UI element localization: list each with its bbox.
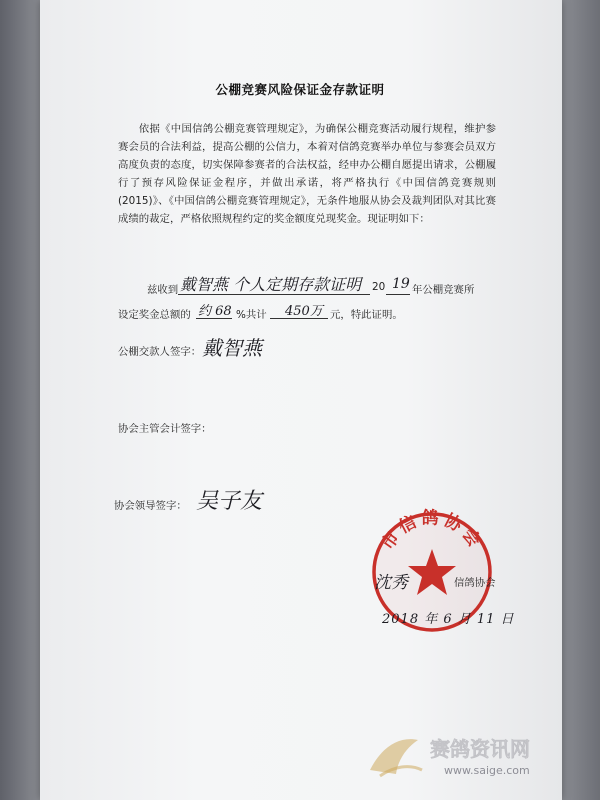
line2-prefix: 设定奖金总额的 [118, 309, 191, 321]
underline-percent [196, 318, 232, 319]
leader-label: 协会领导签字： [114, 500, 187, 512]
background-left [0, 0, 40, 800]
footer-date: 2018 年 6 月 11 日 [382, 612, 515, 627]
seal-text: 市信鸽协会 [377, 508, 487, 554]
handwritten-year: 19 [392, 276, 410, 292]
line1-suffix: 年公棚竞赛所 [412, 284, 475, 296]
handwritten-amount: 450万 [285, 304, 323, 319]
document-body: 依据《中国信鸽公棚竞赛管理规定》，为确保公棚竞赛活动履行规程，维护参赛会员的合法利益，提高公棚的公信力，本着对信鸽竞赛举办单位与参赛会员双方高度负责的态度，切实保障参赛者的合法权益，经申办公棚自愿提出请求，公棚履行了预存风险保证金程序，并做出承诺，将严格执行《中国信鸽竞赛规则(2015)》、《中国信鸽公棚竞赛管理规定》，无条件地服从协会及裁判团队对其比赛成绩的裁定，严格依照规程约定的奖金额度兑现奖金。现证明如下： [118, 123, 496, 225]
watermark-url: www.saige.com [444, 764, 530, 777]
footer-signature: 沈秀 [374, 573, 408, 593]
underline-amount [270, 318, 328, 319]
underline-name [178, 294, 370, 295]
line1-prefix: 兹收到 [147, 284, 179, 296]
watermark-logo [360, 720, 580, 790]
footer-org: 信鸽协会 [454, 577, 496, 589]
handwritten-name: 戴智燕 个人定期存款证明 [180, 275, 362, 294]
leader-signature: 吴子友 [196, 489, 263, 514]
document-title: 公棚竞赛风险保证金存款证明 [215, 82, 385, 97]
background-right [562, 0, 600, 800]
line2-suffix: 元，特此证明。 [330, 309, 403, 321]
payer-signature: 戴智燕 [202, 336, 262, 360]
accountant-label: 协会主管会计签字： [118, 423, 212, 435]
payer-label: 公棚交款人签字： [118, 346, 202, 358]
line2-middle: %共计 [236, 309, 267, 321]
line1-year-prefix: 20 [372, 281, 386, 293]
watermark-name: 赛鸽资讯网 [430, 737, 530, 761]
handwritten-percent: 约 68 [198, 304, 232, 319]
underline-year [386, 294, 410, 295]
